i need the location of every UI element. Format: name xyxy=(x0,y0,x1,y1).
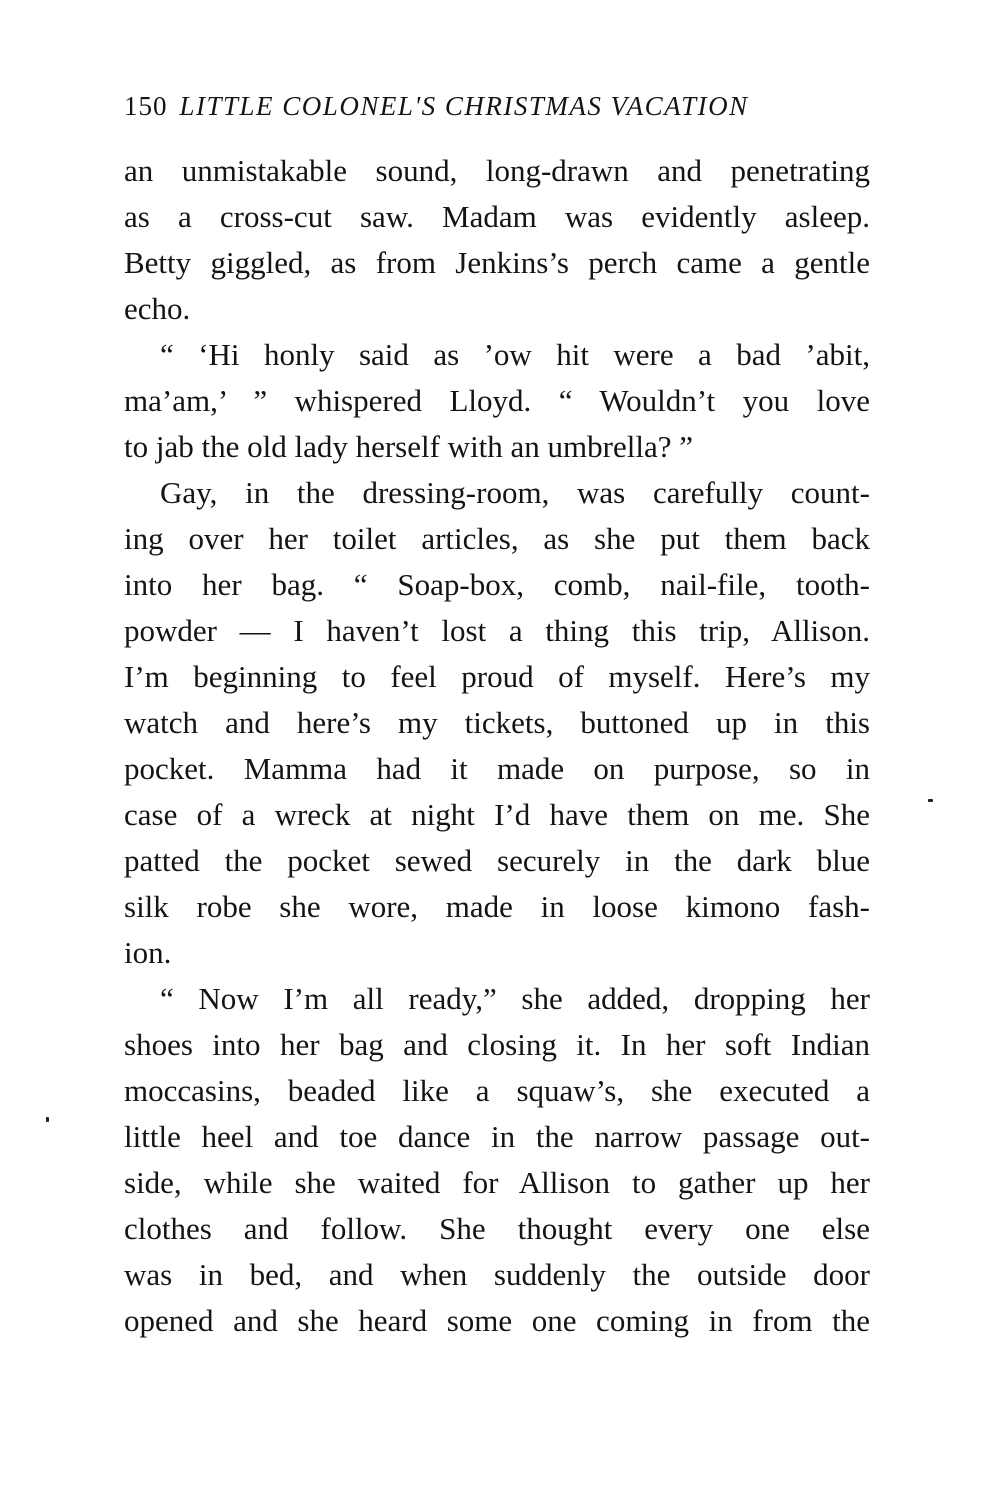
text-line: case of a wreck at night I’d have them on me. She xyxy=(124,797,870,832)
paragraph xyxy=(124,976,870,1344)
text-line: patted the pocket sewed securely in the dark blue xyxy=(124,843,870,878)
text-line: powder — I haven’t lost a thing this trip, Allison. xyxy=(124,613,870,648)
text-line: silk robe she wore, made in loose kimono fash- xyxy=(124,889,870,924)
text-line: pocket. Mamma had it made on purpose, so in xyxy=(124,751,870,786)
text-line: opened and she heard some one coming in from the xyxy=(124,1303,870,1338)
paragraph xyxy=(124,470,870,976)
running-title: LITTLE COLONEL'S CHRISTMAS VACATION xyxy=(179,91,749,121)
text-line: “ ‘Hi honly said as ’ow hit were a bad ’abit, xyxy=(160,337,870,372)
page-number: 150 xyxy=(124,91,168,121)
paragraph xyxy=(124,148,870,332)
text-line: echo. xyxy=(124,291,191,326)
text-line: ing over her toilet articles, as she put them back xyxy=(124,521,870,556)
print-speck xyxy=(928,799,933,802)
print-speck xyxy=(46,1117,49,1122)
text-line: an unmistakable sound, long-drawn and penetrating xyxy=(124,153,870,188)
text-line: I’m beginning to feel proud of myself. Here’s my xyxy=(124,659,870,694)
text-line: “ Now I’m all ready,” she added, dropping her xyxy=(160,981,870,1016)
text-line: as a cross-cut saw. Madam was evidently asleep. xyxy=(124,199,870,234)
text-line: little heel and toe dance in the narrow passage out- xyxy=(124,1119,870,1154)
text-line: Gay, in the dressing-room, was carefully count- xyxy=(160,475,870,510)
text-line: side, while she waited for Allison to gather up her xyxy=(124,1165,870,1200)
text-line: watch and here’s my tickets, buttoned up in this xyxy=(124,705,870,740)
text-line: moccasins, beaded like a squaw’s, she executed a xyxy=(124,1073,870,1108)
text-line: ion. xyxy=(124,935,172,970)
text-line: clothes and follow. She thought every one else xyxy=(124,1211,870,1246)
text-line: was in bed, and when suddenly the outside door xyxy=(124,1257,870,1292)
text-line: to jab the old lady herself with an umbrella? ” xyxy=(124,429,694,464)
text-line: ma’am,’ ” whispered Lloyd. “ Wouldn’t you love xyxy=(124,383,870,418)
text-line: Betty giggled, as from Jenkins’s perch came a gentle xyxy=(124,245,870,280)
paragraph xyxy=(124,332,870,470)
running-header xyxy=(124,86,749,126)
text-line: shoes into her bag and closing it. In her soft Indian xyxy=(124,1027,870,1062)
body-text xyxy=(124,148,870,1344)
text-line: into her bag. “ Soap-box, comb, nail-file, tooth- xyxy=(124,567,870,602)
